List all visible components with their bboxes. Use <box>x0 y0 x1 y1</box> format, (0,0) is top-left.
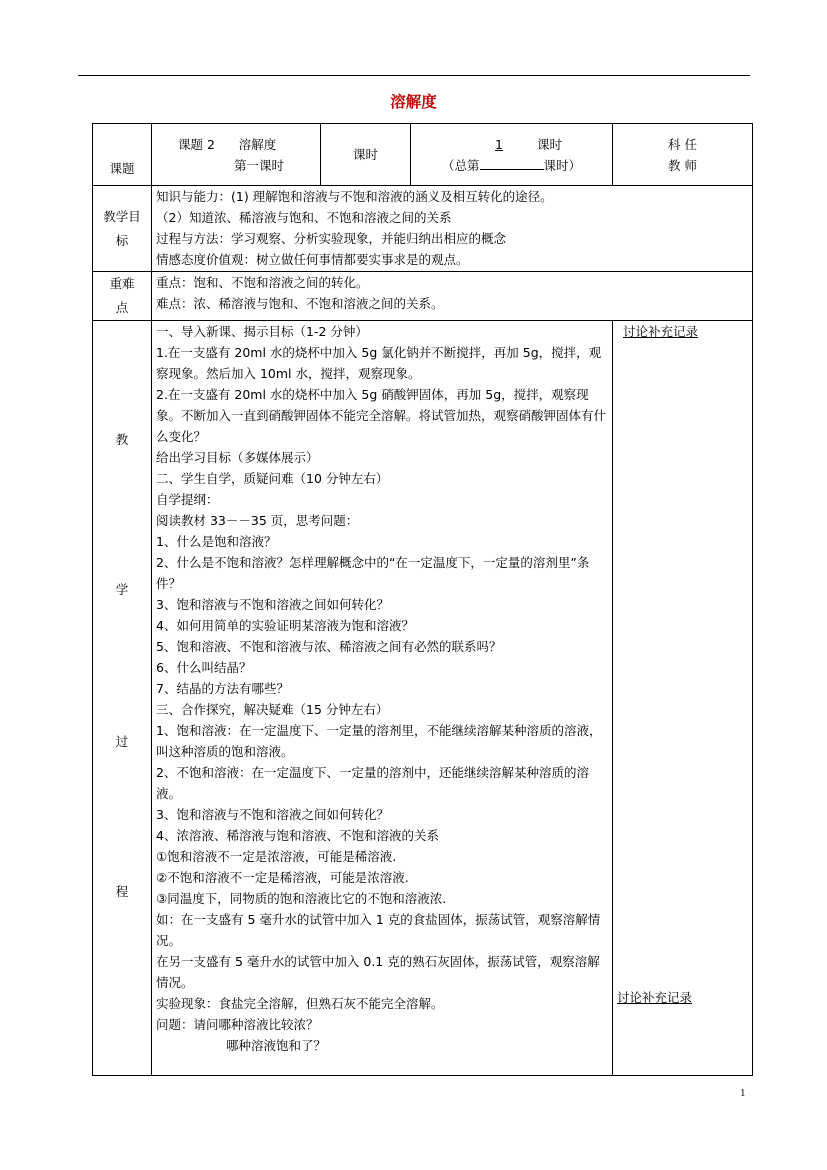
process-label: 教 学 过 程 <box>93 321 152 1076</box>
notes-column <box>613 321 753 1076</box>
topic-label: 课题 <box>93 124 152 186</box>
period-cell <box>411 124 613 186</box>
period-number: 1 <box>495 137 503 152</box>
key-points-label: 重难点 <box>93 272 152 321</box>
page-number: 1 <box>740 1087 746 1099</box>
goals-label: 教学目标 <box>93 186 152 272</box>
period-total-line <box>415 155 608 176</box>
notes-label-top: 讨论补充记录 <box>623 324 699 339</box>
period-total-suffix: 课时） <box>543 158 582 173</box>
topic-cell <box>152 124 321 186</box>
header-row <box>93 124 753 186</box>
teacher-label: 科 任 教 师 <box>613 124 753 186</box>
lesson-plan-table <box>92 123 753 1076</box>
topic-name: 课题 2 溶解度 <box>178 137 277 152</box>
period-total-blank <box>480 155 544 170</box>
process-content: 一、导入新课、揭示目标（1-2 分钟） 1.在一支盛有 20ml 水的烧杯中加入 5g 氯化钠并不断搅拌，再加 5g，搅拌，观察现象。然后加入 10ml 水，搅拌，观察现象。 2.在一支盛有 20ml 水的烧杯中加入 5g 硝酸钾固体，再加 5g，搅拌，观察现象。不断加入一直到硝酸钾固体不能完全溶解。将试管加热，观察硝酸钾固体有什么变化？ 给出学习目标（多媒体展示） 二、学生自学，质疑问难（10 分钟左右） 自学提纲： 阅读教材 33－－35 页，思考问题： 1、什么是饱和溶液？ 2、什么是不饱和溶液？怎样理解概念中的“在一定温度下，一定量的溶剂里”条件？ 3、饱和溶液与不饱和溶液之间如何转化？ 4、如何用简单的实验证明某溶液为饱和溶液？ 5、饱和溶液、不饱和溶液与浓、稀溶液之间有必然的联系吗？ 6、什么叫结晶？ 7、结晶的方法有哪些？ 三、合作探究，解决疑难（15 分钟左右） 1、饱和溶液：在一定温度下、一定量的溶剂里，不能继续溶解某种溶质的溶液，叫这种溶质的饱和溶液。 2、不饱和溶液：在一定温度下、一定量的溶剂中，还能继续溶解某种溶质的溶液。 3、饱和溶液与不饱和溶液之间如何转化？ 4、浓溶液、稀溶液与饱和溶液、不饱和溶液的关系 ①饱和溶液不一定是浓溶液，可能是稀溶液. ②不饱和溶液不一定是稀溶液，可能是浓溶液. ③同温度下，同物质的饱和溶液比它的不饱和溶液浓. 如：在一支盛有 5 毫升水的试管中加入 1 克的食盐固体，振荡试管，观察溶解情况。 在另一支盛有 5 毫升水的试管中加入 0.1 克的熟石灰固体，振荡试管，观察溶解情况。 实验现象：食盐完全溶解，但熟石灰不能完全溶解。 问题：请问哪种溶液比较浓？ 哪种溶液饱和了？ <box>152 321 613 1076</box>
goals-content: 知识与能力：(1) 理解饱和溶液与不饱和溶液的涵义及相互转化的途径。 （2）知道浓、稀溶液与饱和、不饱和溶液之间的关系 过程与方法：学习观察、分析实验现象，并能归纳出相应的概念 情感态度价值观：树立做任何事情都要实事求是的观点。 <box>152 186 753 272</box>
period-number-line <box>415 134 608 155</box>
goals-row <box>93 186 753 272</box>
header-rule <box>78 75 750 76</box>
period-label: 课时 <box>321 124 411 186</box>
key-points-row <box>93 272 753 321</box>
period-unit: 课时 <box>536 137 562 152</box>
notes-label-bottom: 讨论补充记录 <box>617 990 693 1005</box>
document-title: 溶解度 <box>390 93 437 111</box>
period-total-prefix: （总第 <box>441 158 480 173</box>
topic-subtitle: 第一课时 <box>233 158 284 173</box>
key-points-content: 重点：饱和、不饱和溶液之间的转化。 难点：浓、稀溶液与饱和、不饱和溶液之间的关系。 <box>152 272 753 321</box>
process-row <box>93 321 753 1076</box>
